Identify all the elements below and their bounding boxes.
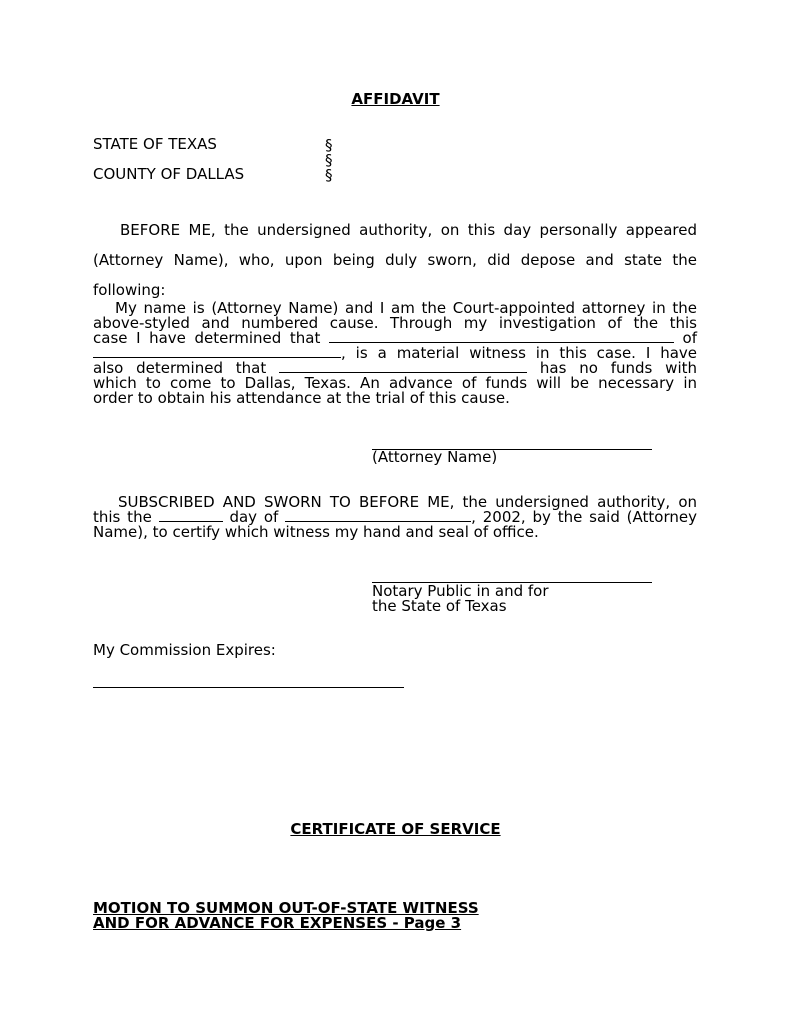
body-line-5-tail: has no funds with: [539, 359, 697, 377]
witness-funds-blank[interactable]: [279, 359, 527, 373]
certificate-of-service-title: CERTIFICATE OF SERVICE: [290, 820, 501, 838]
witness-location-blank[interactable]: [93, 344, 341, 358]
section-mark-2: §: [325, 151, 333, 169]
witness-name-blank[interactable]: [329, 329, 674, 343]
body-line-7: order to obtain his attendance at the trial of this cause.: [93, 389, 510, 407]
jurat-day-blank[interactable]: [159, 508, 223, 522]
caption-county: COUNTY OF DALLAS: [93, 165, 245, 183]
body-line-4-text: , is a material witness in this case. I have: [341, 344, 697, 362]
jurat-line-1: SUBSCRIBED AND SWORN TO BEFORE ME, the undersigned authority, on: [118, 493, 697, 511]
section-mark-1: §: [325, 136, 333, 154]
intro-line-3: following:: [93, 281, 166, 299]
jurat-month-blank[interactable]: [285, 508, 471, 522]
caption-state: STATE OF TEXAS: [93, 135, 217, 153]
jurat-line-3: Name), to certify which witness my hand and seal of office.: [93, 523, 539, 541]
notary-label-line-1: Notary Public in and for: [372, 582, 549, 600]
commission-expires-line[interactable]: [93, 687, 404, 688]
footer-line-2: AND FOR ADVANCE FOR EXPENSES - Page 3: [93, 914, 462, 932]
jurat-line-2-c: , 2002, by the said (Attorney: [471, 508, 697, 526]
section-mark-3: §: [325, 166, 333, 184]
intro-line-1: BEFORE ME, the undersigned authority, on this day personally appeared: [120, 221, 697, 239]
intro-line-2: (Attorney Name), who, upon being duly sworn, did depose and state the: [93, 251, 697, 269]
jurat-line-2-a: this the: [93, 508, 152, 526]
body-line-5-text: also determined that: [93, 359, 267, 377]
jurat-line-2-b: day of: [229, 508, 279, 526]
body-line-6: which to come to Dallas, Texas. An advance of funds will be necessary in: [93, 374, 697, 392]
body-line-1: My name is (Attorney Name) and I am the Court-appointed attorney in the: [115, 299, 697, 317]
notary-label-line-2: the State of Texas: [372, 597, 507, 615]
commission-expires-label: My Commission Expires:: [93, 641, 276, 659]
attorney-signature-label: (Attorney Name): [372, 448, 498, 466]
body-line-3-text: case I have determined that: [93, 329, 321, 347]
document-title: AFFIDAVIT: [351, 90, 440, 108]
body-line-2: above-styled and numbered cause. Through my investigation of the this: [93, 314, 697, 332]
footer-line-1: MOTION TO SUMMON OUT-OF-STATE WITNESS: [93, 899, 479, 917]
body-line-3-of: of: [682, 329, 697, 347]
